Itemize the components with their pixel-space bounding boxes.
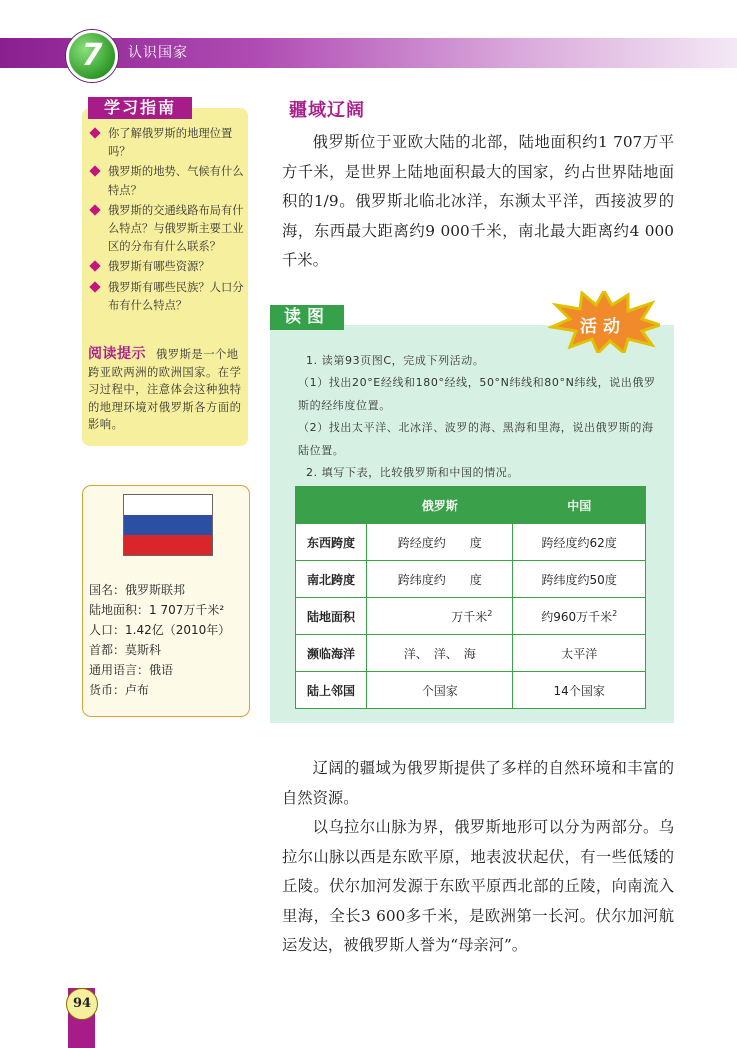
table-row (296, 561, 646, 598)
read-map-tab: 读图 (270, 305, 344, 330)
table-header-blank (296, 487, 367, 524)
china-cell (513, 598, 646, 635)
study-guide-item: 俄罗斯的地势、气候有什么特点？ (88, 163, 248, 199)
flag-stripe-blue (124, 515, 212, 535)
activity-instructions (292, 350, 662, 484)
china-area-text: 约960万千米 (541, 609, 613, 624)
table-row (296, 635, 646, 672)
flag-stripe-red (124, 535, 212, 555)
flag-stripe-white (124, 495, 212, 515)
russia-area-unit: 万千米 (451, 609, 488, 624)
china-cell: 跨纬度约50度 (513, 561, 646, 598)
row-label: 陆上邻国 (296, 672, 367, 709)
russia-area-sup: 2 (487, 608, 493, 618)
activity-line: 1. 读第93页图C，完成下列活动。 (306, 354, 485, 367)
activity-line: （2）找出太平洋、北冰洋、波罗的海、黑海和里海，说出俄罗斯的海陆位置。 (298, 421, 654, 457)
russia-flag-image (123, 494, 213, 556)
table-header-row (296, 487, 646, 524)
fact-population: 人口：1.42亿（2010年） (89, 623, 231, 637)
activity-line: 2. 填写下表，比较俄罗斯和中国的情况。 (306, 466, 519, 480)
table-header-china: 中国 (513, 487, 646, 524)
china-cell: 太平洋 (513, 635, 646, 672)
china-cell: 跨经度约62度 (513, 524, 646, 561)
comparison-table (295, 486, 646, 709)
table-row (296, 672, 646, 709)
activity-badge-label: 活动 (580, 317, 626, 337)
row-label: 陆地面积 (296, 598, 367, 635)
table-row (296, 524, 646, 561)
fact-country-name: 国名：俄罗斯联邦 (89, 583, 186, 597)
activity-line: （1）找出20°E经线和180°经线，50°N纬线和80°N纬线，说出俄罗斯的经纬度位置。 (298, 376, 656, 412)
row-label: 东西跨度 (296, 524, 367, 561)
reading-tip-title: 阅读提示 (88, 346, 146, 362)
fact-land-area: 陆地面积：1 707万千米² (89, 603, 225, 617)
table-header-russia: 俄罗斯 (367, 487, 513, 524)
intro-paragraph: 俄罗斯位于亚欧大陆的北部，陆地面积约1 707万平方千米，是世界上陆地面积最大的国家，约占世界陆地面积的1/9。俄罗斯北临北冰洋，东濒太平洋，西接波罗的海，东西最大距离约9 000千米，南北最大距离约4 000千米。 (282, 133, 674, 269)
russia-cell-blank[interactable]: 洋、 洋、 海 (367, 635, 513, 672)
row-label: 濒临海洋 (296, 635, 367, 672)
study-guide-title: 学习指南 (88, 97, 192, 119)
russia-cell-blank[interactable]: 个国家 (367, 672, 513, 709)
fact-currency: 货币：卢布 (89, 683, 150, 697)
row-label: 南北跨度 (296, 561, 367, 598)
country-facts (89, 580, 247, 700)
russia-cell-blank[interactable] (367, 598, 513, 635)
paragraph-terrain: 以乌拉尔山脉为界，俄罗斯地形可以分为两部分。乌拉尔山脉以西是东欧平原，地表波状起伏，有一些低矮的丘陵。伏尔加河发源于东欧平原西北部的丘陵，向南流入里海，全长3 600多千米，是欧洲第一长河。伏尔加河航运发达，被俄罗斯人誉为“母亲河”。 (282, 818, 674, 954)
chapter-title: 认识国家 (128, 45, 188, 61)
section-title: 疆域辽阔 (289, 100, 365, 121)
russia-cell-blank[interactable]: 跨经度约 度 (367, 524, 513, 561)
paragraph-resources: 辽阔的疆域为俄罗斯提供了多样的自然环境和丰富的自然资源。 (282, 759, 674, 807)
study-guide-item: 俄罗斯有哪些民族？人口分布有什么特点？ (88, 279, 248, 315)
study-guide-item: 你了解俄罗斯的地理位置吗？ (88, 125, 248, 161)
fact-capital: 首都：莫斯科 (89, 643, 162, 657)
study-guide-item: 俄罗斯的交通线路布局有什么特点？与俄罗斯主要工业区的分布有什么联系？ (88, 202, 248, 257)
chapter-number: 7 (81, 38, 103, 73)
study-guide-item: 俄罗斯有哪些资源？ (88, 258, 248, 276)
china-cell: 14个国家 (513, 672, 646, 709)
study-guide-list (88, 125, 248, 317)
reading-tip (88, 346, 248, 434)
page-number: 94 (66, 988, 98, 1020)
lower-text (282, 754, 674, 961)
reading-tip-text: 俄罗斯是一个地跨亚欧两洲的欧洲国家。在学习过程中，注意体会这种独特的地理环境对俄罗斯各方面的影响。 (88, 348, 242, 432)
fact-language: 通用语言：俄语 (89, 663, 174, 677)
russia-cell-blank[interactable]: 跨纬度约 度 (367, 561, 513, 598)
china-area-sup: 2 (612, 608, 618, 618)
table-row (296, 598, 646, 635)
